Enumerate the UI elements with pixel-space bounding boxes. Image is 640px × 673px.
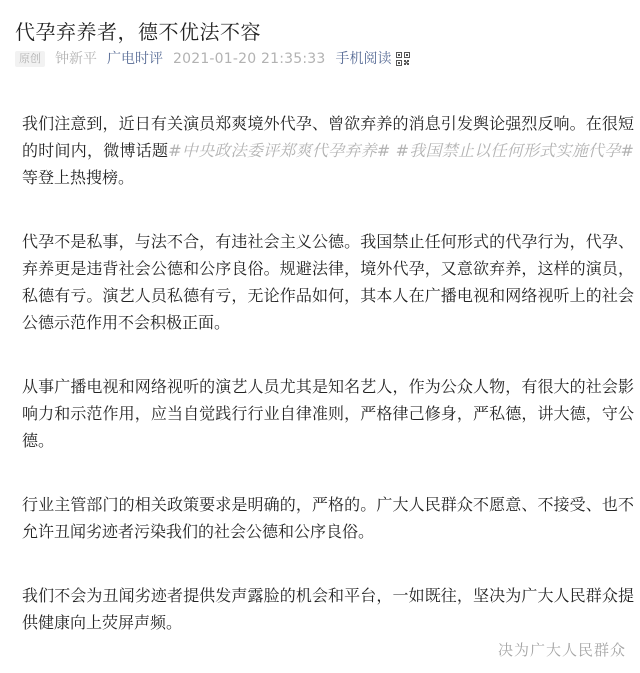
publish-date: 2021-01-20 21:35:33 xyxy=(173,51,326,67)
paragraph-3: 从事广播电视和网络视听的演艺人员尤其是知名艺人，作为公众人物，有很大的社会影响力和示范作用，应当自觉践行行业自律准则，严格律己修身，严私德，讲大德，守公德。 xyxy=(22,377,634,450)
watermark: 决为广大人民群众 xyxy=(497,641,626,659)
article-body xyxy=(22,110,634,673)
paragraph-1-tail: 等登上热搜榜。 xyxy=(22,168,135,187)
article-title: 代孕弃养者，德不优法不容 xyxy=(15,20,261,45)
qr-code-icon[interactable] xyxy=(396,52,410,66)
mobile-read-button[interactable] xyxy=(336,49,410,69)
account-link[interactable]: 广电时评 xyxy=(107,51,163,67)
paragraph-4: 行业主管部门的相关政策要求是明确的，严格的。广大人民群众不愿意、不接受、也不允许丑闻劣迹者污染我们的社会公德和公序良俗。 xyxy=(22,495,634,541)
mobile-read-label: 手机阅读 xyxy=(335,51,392,67)
original-badge: 原创 xyxy=(15,51,45,67)
paragraph-5: 我们不会为丑闻劣迹者提供发声露脸的机会和平台，一如既往，坚决为广大人民群众提供健康向上荧屏声频。 xyxy=(22,586,634,632)
paragraph-1-text: 我们注意到，近日有关演员郑爽境外代孕、曾欲弃养的消息引发舆论强烈反响。在很短的时间内，微博话题 xyxy=(22,114,634,160)
hashtag-link-2[interactable]: #我国禁止以任何形式实施代孕# xyxy=(395,141,634,160)
author-name: 钟新平 xyxy=(55,51,97,67)
article-meta xyxy=(15,49,410,69)
hashtag-link-1[interactable]: #中央政法委评郑爽代孕弃养# xyxy=(168,141,391,160)
paragraph-1 xyxy=(22,110,634,191)
paragraph-2: 代孕不是私事，与法不合，有违社会主义公德。我国禁止任何形式的代孕行为，代孕、弃养更是违背社会公德和公序良俗。规避法律，境外代孕，又意欲弃养，这样的演员，私德有亏。演艺人员私德有亏，无论作品如何，其本人在广播电视和网络视听上的社会公德示范作用不会积极正面。 xyxy=(22,232,634,332)
